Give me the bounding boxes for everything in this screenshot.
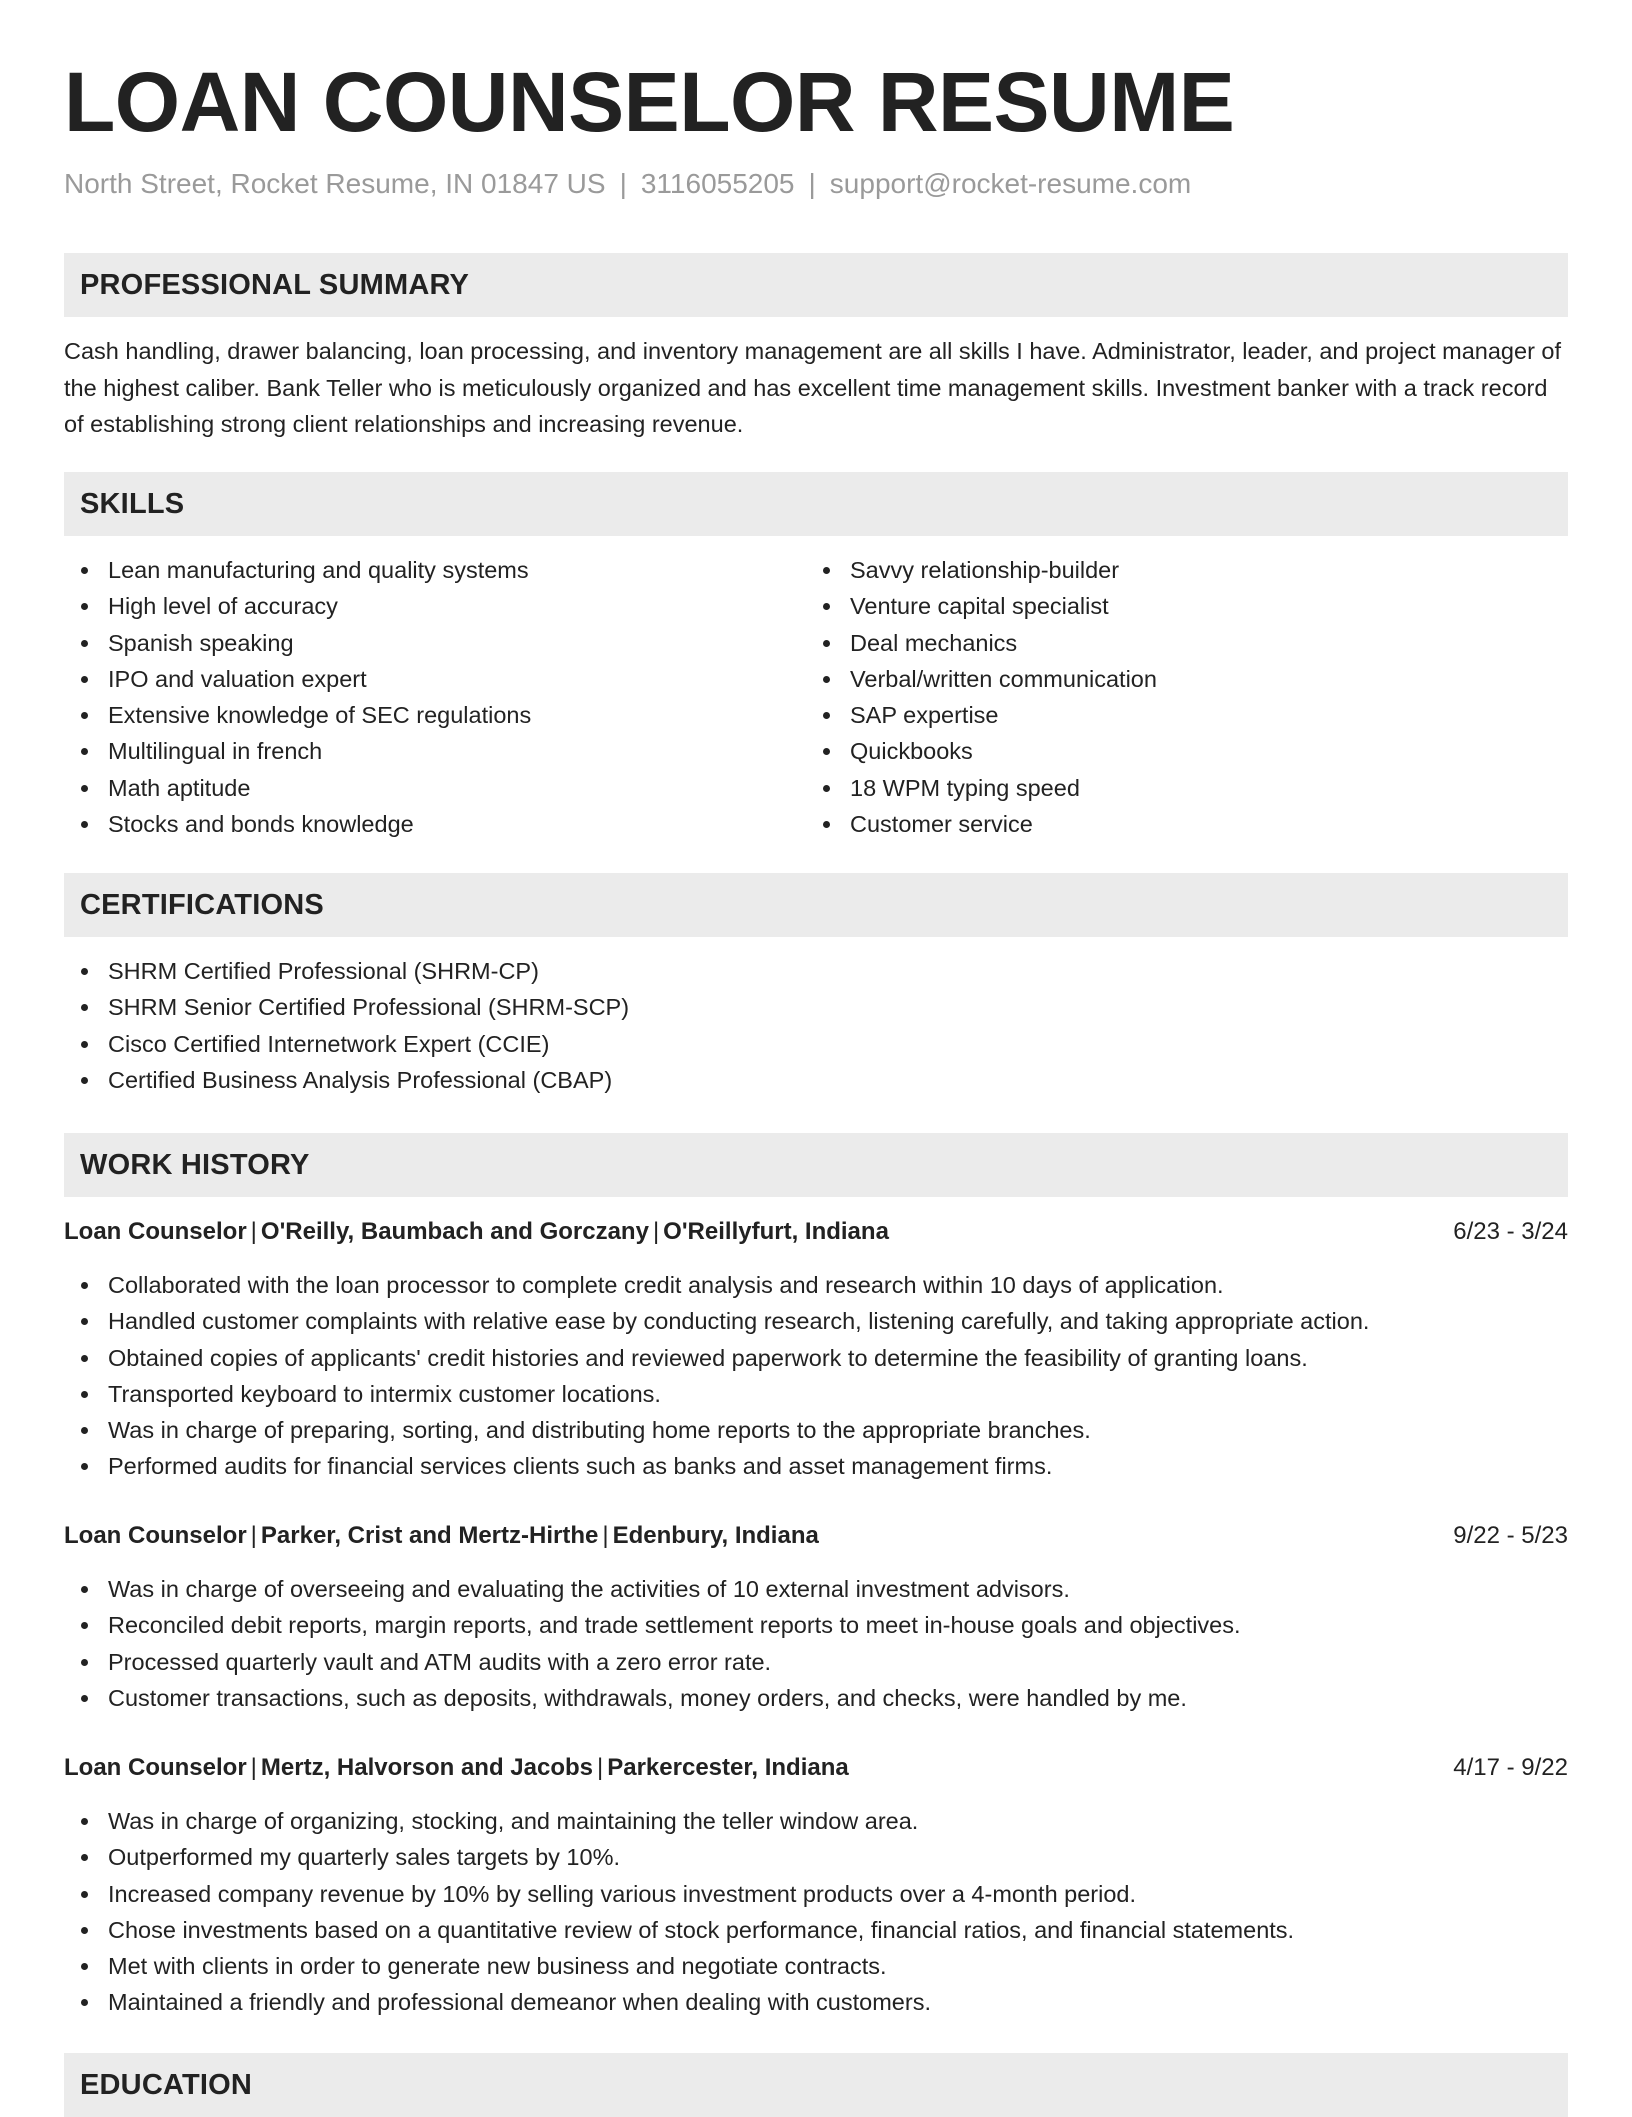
bullet-icon <box>81 1041 88 1048</box>
job-location: O'Reillyfurt, Indiana <box>663 1218 889 1245</box>
skill-item: Venture capital specialist <box>806 588 1546 624</box>
job-location: Edenbury, Indiana <box>612 1522 819 1549</box>
job-bullets <box>64 1267 1568 1485</box>
bullet-icon <box>81 1391 88 1398</box>
bullet-icon <box>81 603 88 610</box>
bullet-icon <box>81 785 88 792</box>
job-bullet: Handled customer complaints with relative ease by conducting research, listening carefully, and taking appropriate action. <box>64 1303 1568 1339</box>
bullet-icon <box>81 1854 88 1861</box>
bullet-icon <box>81 1355 88 1362</box>
contact-separator: | <box>808 168 816 199</box>
bullet-icon <box>823 748 830 755</box>
resume-title: LOAN COUNSELOR RESUME <box>64 55 1235 149</box>
job-bullet: Outperformed my quarterly sales targets by 10%. <box>64 1839 1568 1875</box>
certifications-list <box>64 953 1568 1098</box>
job-bullet: Met with clients in order to generate new business and negotiate contracts. <box>64 1948 1568 1984</box>
job-title: Loan Counselor <box>64 1522 247 1549</box>
bullet-icon <box>81 640 88 647</box>
skills-list-right <box>806 552 1546 842</box>
bullet-icon <box>81 1586 88 1593</box>
bullet-icon <box>81 1427 88 1434</box>
skill-item: Quickbooks <box>806 733 1546 769</box>
skill-item: Verbal/written communication <box>806 661 1546 697</box>
job-bullet: Was in charge of preparing, sorting, and distributing home reports to the appropriate branches. <box>64 1412 1568 1448</box>
contact-email[interactable]: support@rocket-resume.com <box>829 168 1192 199</box>
bullet-icon <box>823 567 830 574</box>
job-bullet: Chose investments based on a quantitative review of stock performance, financial ratios, and financial statements. <box>64 1912 1568 1948</box>
job-dates: 4/17 - 9/22 <box>1453 1754 1568 1781</box>
job-bullet: Maintained a friendly and professional demeanor when dealing with customers. <box>64 1984 1568 2020</box>
section-header-education: EDUCATION <box>64 2053 1568 2117</box>
bullet-icon <box>81 1818 88 1825</box>
job-bullet: Reconciled debit reports, margin reports, and trade settlement reports to meet in-house goals and objectives. <box>64 1607 1568 1643</box>
bullet-icon <box>81 1077 88 1084</box>
bullet-icon <box>81 676 88 683</box>
bullet-icon <box>81 968 88 975</box>
job-bullet: Processed quarterly vault and ATM audits with a zero error rate. <box>64 1644 1568 1680</box>
job-dates: 9/22 - 5/23 <box>1453 1522 1568 1549</box>
contact-phone[interactable]: 3116055205 <box>640 168 795 199</box>
job-bullet: Increased company revenue by 10% by selling various investment products over a 4-month period. <box>64 1876 1568 1912</box>
job-company: O'Reilly, Baumbach and Gorczany <box>260 1218 649 1245</box>
bullet-icon <box>823 640 830 647</box>
job-bullet: Was in charge of overseeing and evaluating the activities of 10 external investment advisors. <box>64 1571 1568 1607</box>
bullet-icon <box>81 1927 88 1934</box>
job-bullet: Obtained copies of applicants' credit histories and reviewed paperwork to determine the feasibility of granting loans. <box>64 1340 1568 1376</box>
contact-address: North Street, Rocket Resume, IN 01847 US <box>64 168 606 199</box>
job-separator: | <box>250 1522 257 1549</box>
skill-item: Extensive knowledge of SEC regulations <box>64 697 804 733</box>
bullet-icon <box>823 603 830 610</box>
skill-item: Math aptitude <box>64 770 804 806</box>
skill-item: Spanish speaking <box>64 625 804 661</box>
bullet-icon <box>81 567 88 574</box>
job-company: Parker, Crist and Mertz-Hirthe <box>260 1522 599 1549</box>
job-title: Loan Counselor <box>64 1218 247 1245</box>
certification-item: SHRM Senior Certified Professional (SHRM-SCP) <box>64 989 1568 1025</box>
skill-item: 18 WPM typing speed <box>806 770 1546 806</box>
bullet-icon <box>81 821 88 828</box>
job-separator: | <box>250 1218 257 1245</box>
bullet-icon <box>81 1463 88 1470</box>
job-title-line <box>64 1750 849 1786</box>
summary-text: Cash handling, drawer balancing, loan processing, and inventory management are all skills I have. Administrator, leader, and project manager of the highest caliber. Bank Teller who is meticulously organized and has excellent time management skills. Investment banker with a track record of establishing strong client relationships and increasing revenue. <box>64 338 1562 437</box>
job-bullet: Transported keyboard to intermix customer locations. <box>64 1376 1568 1412</box>
skill-item: High level of accuracy <box>64 588 804 624</box>
bullet-icon <box>81 748 88 755</box>
bullet-icon <box>81 1622 88 1629</box>
job-company: Mertz, Halvorson and Jacobs <box>260 1754 593 1781</box>
certification-item: Cisco Certified Internetwork Expert (CCIE) <box>64 1026 1568 1062</box>
job-separator: | <box>602 1522 609 1549</box>
skill-item: Savvy relationship-builder <box>806 552 1546 588</box>
skill-item: Stocks and bonds knowledge <box>64 806 804 842</box>
bullet-icon <box>823 821 830 828</box>
bullet-icon <box>823 676 830 683</box>
bullet-icon <box>81 1963 88 1970</box>
section-header-summary: PROFESSIONAL SUMMARY <box>64 253 1568 317</box>
skill-item: SAP expertise <box>806 697 1546 733</box>
skill-item: IPO and valuation expert <box>64 661 804 697</box>
job-separator: | <box>597 1754 604 1781</box>
section-header-work-history: WORK HISTORY <box>64 1133 1568 1197</box>
job-bullets <box>64 1803 1568 2021</box>
bullet-icon <box>81 1318 88 1325</box>
contact-line <box>64 166 1191 202</box>
bullet-icon <box>81 1891 88 1898</box>
job-location: Parkercester, Indiana <box>607 1754 849 1781</box>
bullet-icon <box>81 1659 88 1666</box>
section-header-certifications: CERTIFICATIONS <box>64 873 1568 937</box>
job-bullet: Customer transactions, such as deposits, withdrawals, money orders, and checks, were handled by me. <box>64 1680 1568 1716</box>
skills-list-left <box>64 552 804 842</box>
bullet-icon <box>81 1999 88 2006</box>
skill-item: Lean manufacturing and quality systems <box>64 552 804 588</box>
job-bullets <box>64 1571 1568 1716</box>
bullet-icon <box>81 712 88 719</box>
contact-separator: | <box>619 168 627 199</box>
job-title: Loan Counselor <box>64 1754 247 1781</box>
job-separator: | <box>250 1754 257 1781</box>
bullet-icon <box>81 1282 88 1289</box>
job-separator: | <box>652 1218 660 1245</box>
job-dates: 6/23 - 3/24 <box>1453 1218 1568 1245</box>
section-header-skills: SKILLS <box>64 472 1568 536</box>
bullet-icon <box>81 1695 88 1702</box>
certification-item: Certified Business Analysis Professional (CBAP) <box>64 1062 1568 1098</box>
skill-item: Customer service <box>806 806 1546 842</box>
job-bullet: Performed audits for financial services clients such as banks and asset management firms. <box>64 1448 1568 1484</box>
bullet-icon <box>823 712 830 719</box>
bullet-icon <box>823 785 830 792</box>
skill-item: Multilingual in french <box>64 733 804 769</box>
job-bullet: Was in charge of organizing, stocking, and maintaining the teller window area. <box>64 1803 1568 1839</box>
job-title-line <box>64 1518 819 1554</box>
skill-item: Deal mechanics <box>806 625 1546 661</box>
bullet-icon <box>81 1004 88 1011</box>
certification-item: SHRM Certified Professional (SHRM-CP) <box>64 953 1568 989</box>
job-bullet: Collaborated with the loan processor to complete credit analysis and research within 10 days of application. <box>64 1267 1568 1303</box>
job-title-line <box>64 1214 889 1250</box>
